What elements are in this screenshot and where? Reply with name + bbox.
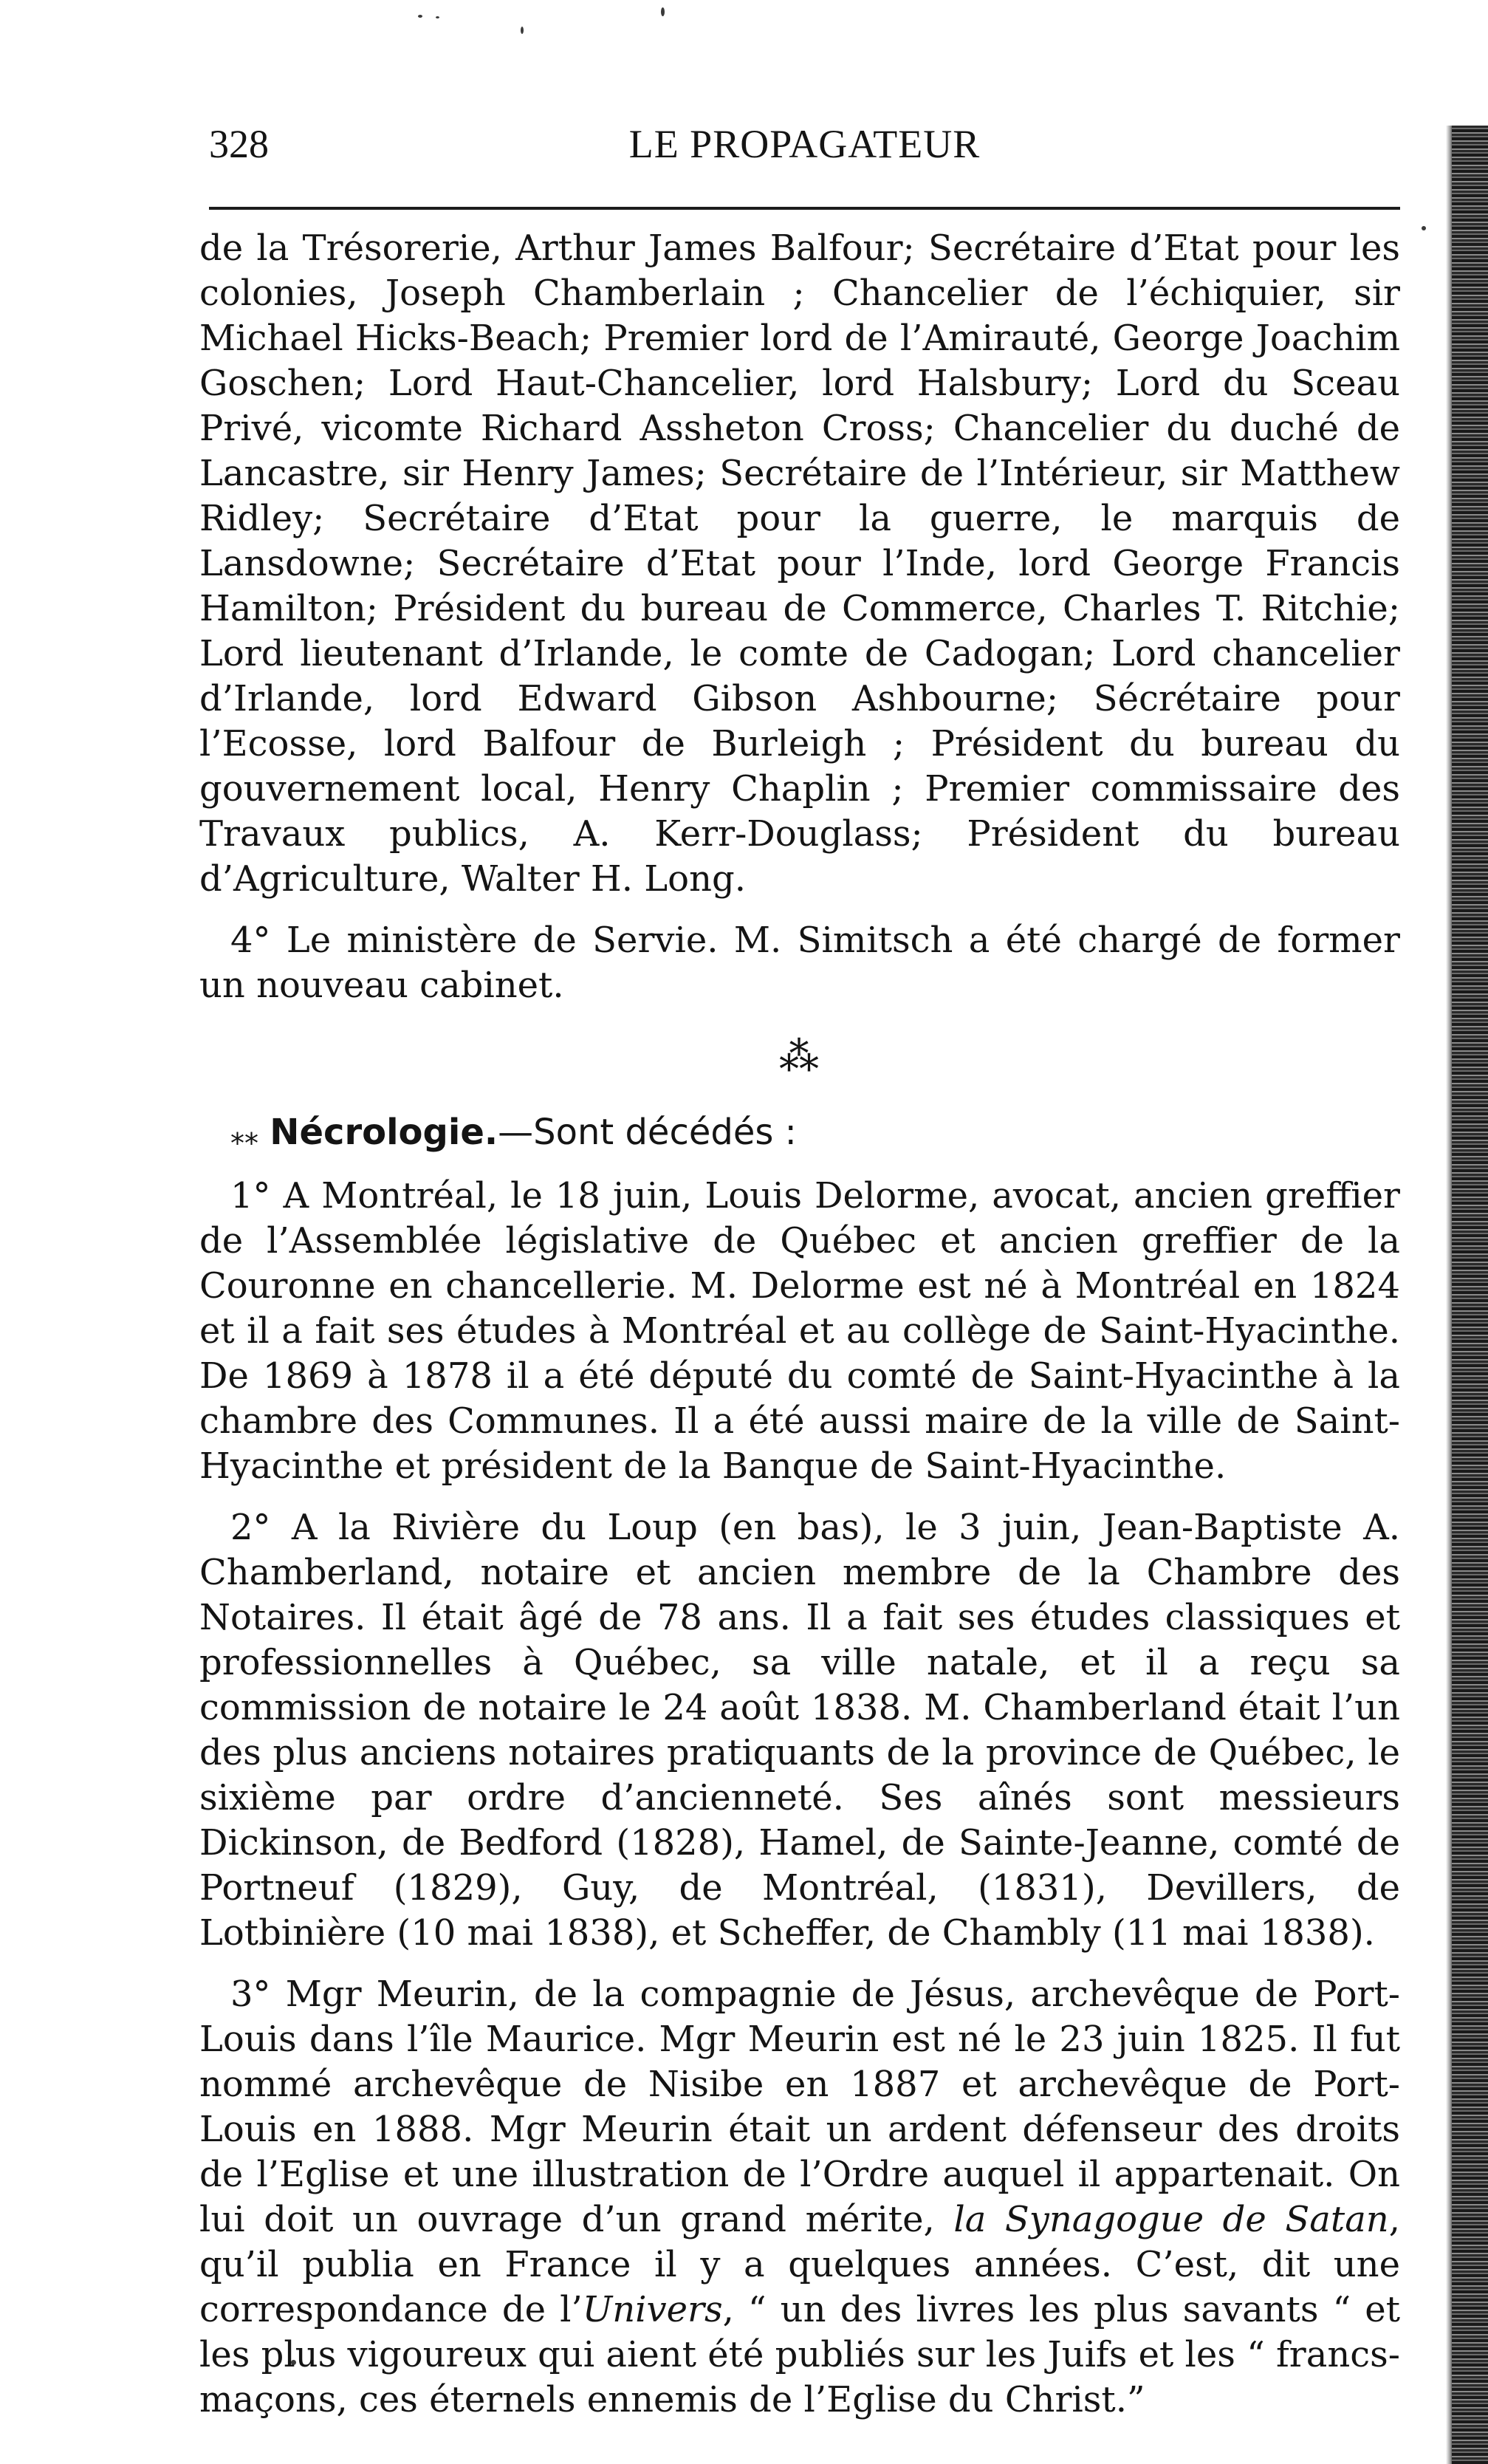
newspaper-title: Univers bbox=[582, 2289, 723, 2330]
ink-speck bbox=[436, 16, 439, 18]
asterism-divider: ⁂ bbox=[779, 1033, 820, 1080]
book-title: la Synagogue de Satan bbox=[953, 2199, 1389, 2240]
ink-speck bbox=[521, 27, 524, 34]
necrologie-heading-line bbox=[199, 1110, 1400, 1157]
running-title: LE PROPAGATEUR bbox=[628, 122, 981, 166]
meurin-text-b: , qu’il publia en France il y a quelques années. C’est, dit une correspondance de l’ bbox=[199, 2199, 1400, 2330]
paragraph-delorme: 1° A Montréal, le 18 juin, Louis Delorme, avocat, ancien greffier de l’Assemblée législative de Québec et ancien greffier de la Couronne en chancellerie. M. Delorme est né à Montréal en 1824 et il a fait ses études à Montréal et au collège de Saint-Hyacinthe. De 1869 à 1878 il a été député du comté de Saint-Hyacinthe à la chambre des Communes. Il a été aussi maire de la ville de Saint-Hyacinthe et président de la Banque de Saint-Hyacinthe. bbox=[199, 1175, 1400, 1487]
necrologie-heading-rest: —Sont décédés : bbox=[498, 1112, 797, 1153]
meurin-text-a: 3° Mgr Meurin, de la compagnie de Jésus, archevêque de Port-Louis dans l’île Maurice. Mgr Meurin est né le 23 juin 1825. Il fut nommé archevêque de Nisibe en 1887 et archevêque de Port-Louis en 1888. Mgr Meurin était un ardent défenseur des droits de l’Eglise et une illustration de l’Ordre auquel il appartenait. On lui doit un ouvrage d’un grand mérite, bbox=[199, 1974, 1400, 2240]
paragraph-servie: 4° Le ministère de Servie. M. Simitsch a été chargé de former un nouveau cabinet. bbox=[199, 920, 1400, 1006]
ink-speck bbox=[661, 7, 665, 16]
page-body bbox=[199, 226, 1400, 2423]
section-mark: ⁎⁎ bbox=[230, 1118, 258, 1151]
page-number: 328 bbox=[209, 122, 269, 166]
ink-speck bbox=[418, 15, 422, 18]
paragraph-chamberland: 2° A la Rivière du Loup (en bas), le 3 juin, Jean-Baptiste A. Chamberland, notaire et ancien membre de la Chambre des Notaires. Il était âgé de 78 ans. Il a fait ses études classiques et professionnelles à Québec, sa ville natale, et il a reçu sa commission de notaire le 24 août 1838. M. Chamberland était l’un des plus anciens notaires pratiquants de la province de Québec, le sixième par ordre d’ancienneté. Ses aînés sont messieurs Dickinson, de Bedford (1828), Hamel, de Sainte-Jeanne, comté de Portneuf (1829), Guy, de Montréal, (1831), Devillers, de Lotbinière (10 mai 1838), et Scheffer, de Chambly (11 mai 1838). bbox=[199, 1507, 1400, 1954]
paragraph-meurin bbox=[199, 1972, 1400, 2423]
ink-speck bbox=[1422, 226, 1426, 230]
page-header bbox=[209, 118, 1400, 170]
meurin-text-c: , “ un des livres les plus savants “ et les plus vigoureux qui aient été publiés sur les Juifs et les “ francs-maçons, ces éternels ennemis de l’Eglise du Christ.” bbox=[199, 2289, 1400, 2420]
header-rule bbox=[209, 207, 1400, 210]
paragraph-cabinet-list: de la Trésorerie, Arthur James Balfour; Secrétaire d’Etat pour les colonies, Joseph Chamberlain ; Chancelier de l’échiquier, sir Michael Hicks-Beach; Premier lord de l’Amirauté, George Joachim Goschen; Lord Haut-Chancelier, lord Halsbury; Lord du Sceau Privé, vicomte Richard Assheton Cross; Chancelier du duché de Lancastre, sir Henry James; Secrétaire de l’Intérieur, sir Matthew Ridley; Secrétaire d’Etat pour la guerre, le marquis de Lansdowne; Secrétaire d’Etat pour l’Inde, lord George Francis Hamilton; Président du bureau de Commerce, Charles T. Ritchie; Lord lieutenant d’Irlande, le comte de Cadogan; Lord chancelier d’Irlande, lord Edward Gibson Ashbourne; Sécrétaire pour l’Ecosse, lord Balfour de Burleigh ; Président du bureau du gouvernement local, Henry Chaplin ; Premier commissaire des Travaux publics, A. Kerr-Douglass; Président du bureau d’Agriculture, Walter H. Long. bbox=[199, 227, 1400, 900]
binding-edge bbox=[1452, 126, 1488, 2464]
necrologie-heading: Nécrologie. bbox=[270, 1112, 498, 1153]
